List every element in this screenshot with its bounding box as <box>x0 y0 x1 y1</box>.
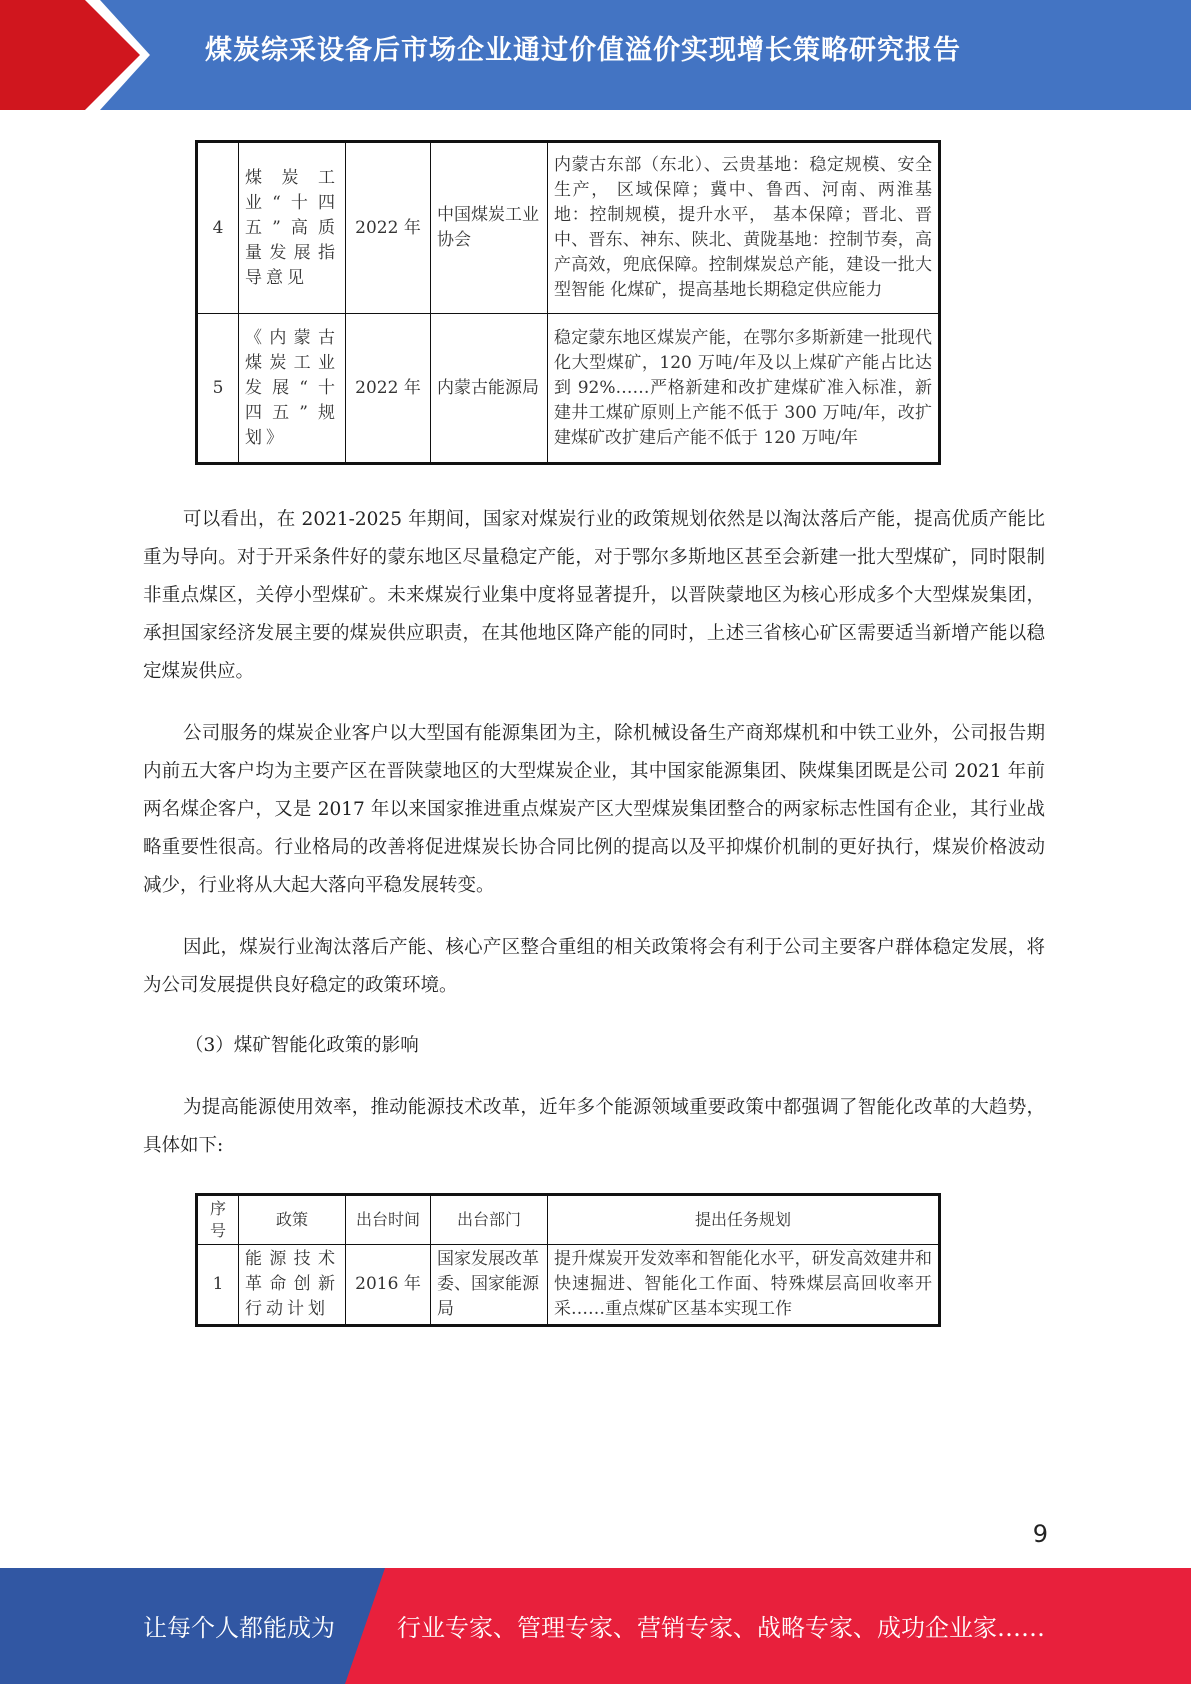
policy-name: 能源技术革命创新行动计划 <box>239 1245 346 1326</box>
issuing-department: 中国煤炭工业协会 <box>431 142 548 314</box>
footer-slogan-left: 让每个人都能成为 <box>143 1614 335 1642</box>
table-header-row <box>197 1195 940 1245</box>
table-row <box>197 1245 940 1326</box>
task-plan: 稳定蒙东地区煤炭产能，在鄂尔多斯新建一批现代化大型煤矿，120 万吨/年及以上煤矿产能占比达到 92%……严格新建和改扩建煤矿准入标准，新建井工煤矿原则上产能不低于 300 万吨/年，改扩建煤矿改扩建后产能不低于 120 万吨/年 <box>548 314 940 464</box>
row-number: 1 <box>197 1245 239 1326</box>
footer-slogan-right: 行业专家、管理专家、营销专家、战略专家、成功企业家…… <box>397 1614 1045 1642</box>
policy-name: 《内蒙古煤炭工业发展“十 四五”规划》 <box>239 314 346 464</box>
issue-year: 2016 年 <box>346 1245 431 1326</box>
paragraph: 公司服务的煤炭企业客户以大型国有能源集团为主，除机械设备生产商郑煤机和中铁工业外，公司报告期内前五大客户均为主要产区在晋陕蒙地区的大型煤炭企业，其中国家能源集团、陕煤集团既是公司 2021 年前两名煤企客户，又是 2017 年以来国家推进重点煤炭产区大型煤炭集团整合的两家标志性国有企业，其行业战略重要性很高。行业格局的改善将促进煤炭长协合同比例的提高以及平抑煤价机制的更好执行，煤炭价格波动减少，行业将从大起大落向平稳发展转变。 <box>143 723 1045 896</box>
task-plan: 提升煤炭开发效率和智能化水平，研发高效建井和快速掘进、智能化工作面、特殊煤层高回收率开采……重点煤矿区基本实现工作 <box>548 1245 940 1326</box>
page-footer <box>0 1568 1191 1684</box>
issue-year: 2022 年 <box>346 142 431 314</box>
header-time: 出台时间 <box>346 1195 431 1245</box>
row-number: 5 <box>197 314 239 464</box>
issuing-department: 国家发展改革委、国家能源局 <box>431 1245 548 1326</box>
page-header <box>0 0 1191 110</box>
section-subheading: （3）煤矿智能化政策的影响 <box>185 1035 419 1056</box>
header-dept: 出台部门 <box>431 1195 548 1245</box>
page-number: 9 <box>1032 1520 1048 1548</box>
policy-table-continued <box>195 140 941 465</box>
table-row <box>197 142 940 314</box>
smart-mining-policy-table <box>195 1193 941 1327</box>
paragraph: 可以看出，在 2021-2025 年期间，国家对煤炭行业的政策规划依然是以淘汰落后产能，提高优质产能比重为导向。对于开采条件好的蒙东地区尽量稳定产能，对于鄂尔多斯地区甚至会新建一批大型煤矿，同时限制非重点煤区，关停小型煤矿。未来煤炭行业集中度将显著提升，以晋陕蒙地区为核心形成多个大型煤炭集团，承担国家经济发展主要的煤炭供应职责，在其他地区降产能的同时，上述三省核心矿区需要适当新增产能以稳定煤炭供应。 <box>143 509 1045 682</box>
header-task: 提出任务规划 <box>548 1195 940 1245</box>
policy-name: 煤炭工业“十四五”高质量发展指导意见 <box>239 142 346 314</box>
header-arrow-decoration <box>0 0 150 110</box>
issuing-department: 内蒙古能源局 <box>431 314 548 464</box>
row-number: 4 <box>197 142 239 314</box>
paragraph: 为提高能源使用效率，推动能源技术改革，近年多个能源领域重要政策中都强调了智能化改革的大趋势，具体如下: <box>143 1097 1045 1156</box>
table-row <box>197 314 940 464</box>
header-policy: 政策 <box>239 1195 346 1245</box>
header-no: 序号 <box>197 1195 239 1245</box>
report-title: 煤炭综采设备后市场企业通过价值溢价实现增长策略研究报告 <box>205 35 961 66</box>
issue-year: 2022 年 <box>346 314 431 464</box>
task-plan: 内蒙古东部（东北）、云贵基地：稳定规模、安全生产， 区域保障；冀中、鲁西、河南、两淮基地：控制规模，提升水平， 基本保障；晋北、晋中、晋东、神东、陕北、黄陇基地：控制节奏，高产高效，兜底保障。控制煤炭总产能，建设一批大型智能 化煤矿，提高基地长期稳定供应能力 <box>548 142 940 314</box>
paragraph: 因此，煤炭行业淘汰落后产能、核心产区整合重组的相关政策将会有利于公司主要客户群体稳定发展，将为公司发展提供良好稳定的政策环境。 <box>143 937 1045 996</box>
